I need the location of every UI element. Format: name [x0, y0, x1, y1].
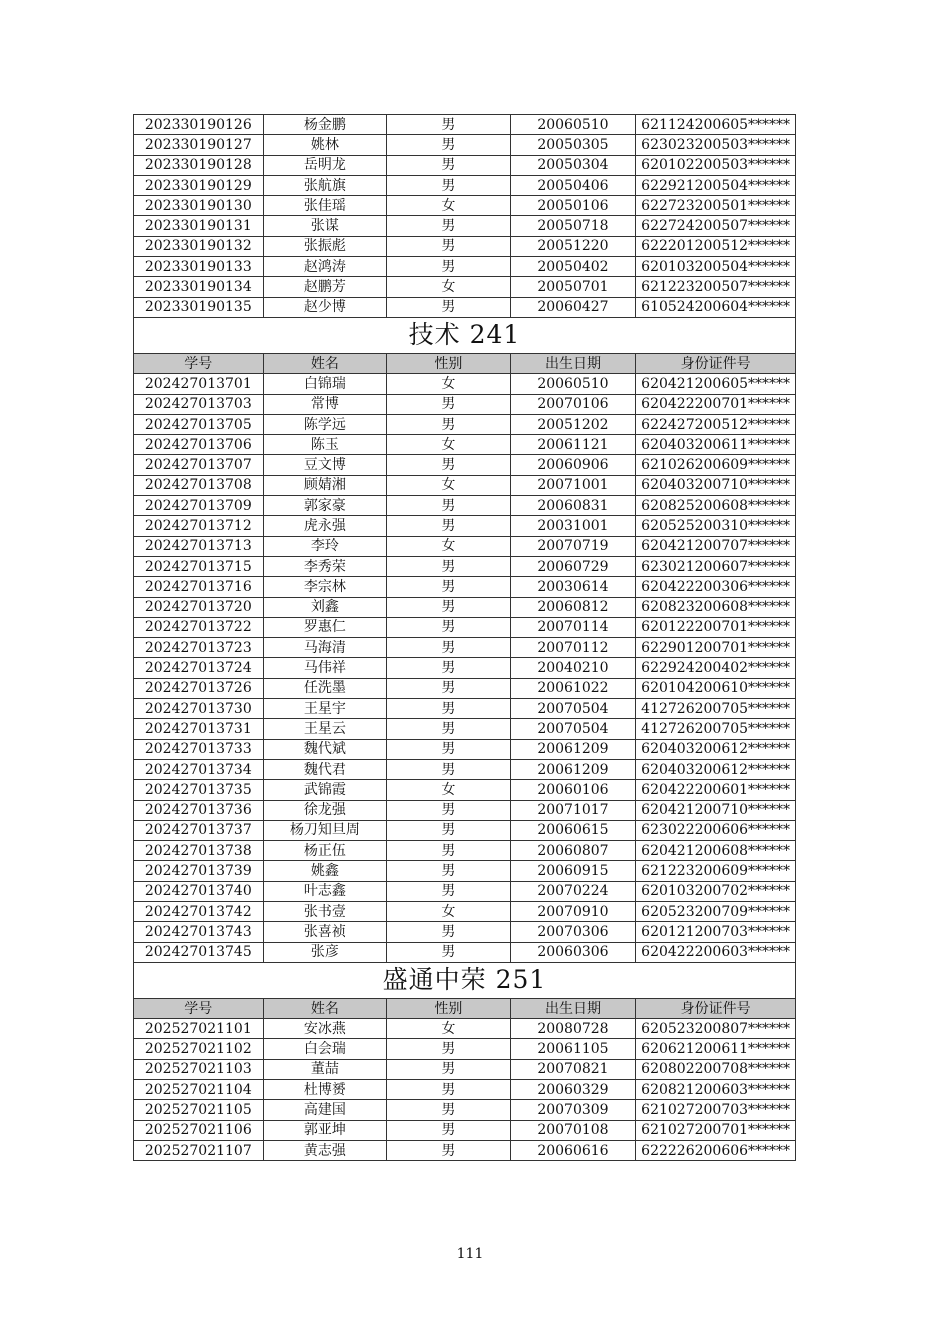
table-cell: 20070306	[510, 922, 636, 942]
table-cell: 张谋	[263, 216, 387, 236]
table-cell: 202330190126	[134, 115, 264, 135]
table-cell: 202427013745	[134, 942, 264, 962]
table-cell: 男	[387, 414, 511, 434]
table-cell: 202527021106	[134, 1120, 264, 1140]
table-row	[134, 196, 796, 216]
table-cell: 豆文博	[263, 455, 387, 475]
column-header: 性别	[387, 998, 511, 1018]
table-row	[134, 115, 796, 135]
table-cell: 魏代君	[263, 759, 387, 779]
table-row	[134, 1019, 796, 1039]
table-cell: 张喜祯	[263, 922, 387, 942]
table-cell: 20061105	[510, 1039, 636, 1059]
table-cell: 20051220	[510, 236, 636, 256]
table-cell: 202427013726	[134, 678, 264, 698]
table-row	[134, 236, 796, 256]
table-cell: 622921200504******	[636, 175, 796, 195]
table-cell: 202427013735	[134, 780, 264, 800]
table-cell: 621027200703******	[636, 1100, 796, 1120]
table-cell: 常博	[263, 394, 387, 414]
table-cell: 男	[387, 216, 511, 236]
table-cell: 李玲	[263, 536, 387, 556]
table-cell: 董喆	[263, 1059, 387, 1079]
table-cell: 202427013739	[134, 861, 264, 881]
table-row	[134, 435, 796, 455]
table-cell: 女	[387, 196, 511, 216]
table-cell: 620102200503******	[636, 155, 796, 175]
table-cell: 20050304	[510, 155, 636, 175]
table-cell: 王星云	[263, 719, 387, 739]
table-cell: 202427013724	[134, 658, 264, 678]
table-row	[134, 1120, 796, 1140]
table-cell: 621223200507******	[636, 277, 796, 297]
table-cell: 男	[387, 236, 511, 256]
table-cell: 陈玉	[263, 435, 387, 455]
table-cell: 马伟祥	[263, 658, 387, 678]
table-row	[134, 820, 796, 840]
table-cell: 20050718	[510, 216, 636, 236]
section-title-row	[134, 962, 796, 998]
table-cell: 202330190134	[134, 277, 264, 297]
table-cell: 男	[387, 922, 511, 942]
table-cell: 620821200603******	[636, 1080, 796, 1100]
table-cell: 男	[387, 1059, 511, 1079]
column-header: 身份证件号	[636, 353, 796, 373]
table-cell: 202427013738	[134, 841, 264, 861]
table-cell: 202427013742	[134, 901, 264, 921]
table-row	[134, 175, 796, 195]
table-cell: 男	[387, 1080, 511, 1100]
table-row	[134, 414, 796, 434]
table-cell: 杨金鹏	[263, 115, 387, 135]
table-cell: 女	[387, 1019, 511, 1039]
table-row	[134, 638, 796, 658]
table-cell: 李秀荣	[263, 556, 387, 576]
table-row	[134, 556, 796, 576]
table-cell: 620621200611******	[636, 1039, 796, 1059]
table-cell: 620421200707******	[636, 536, 796, 556]
table-cell: 女	[387, 435, 511, 455]
table-cell: 202527021103	[134, 1059, 264, 1079]
table-cell: 621124200605******	[636, 115, 796, 135]
table-cell: 男	[387, 678, 511, 698]
table-cell: 高建国	[263, 1100, 387, 1120]
table-cell: 武锦霞	[263, 780, 387, 800]
table-cell: 女	[387, 277, 511, 297]
table-row	[134, 800, 796, 820]
table-cell: 20050402	[510, 257, 636, 277]
table-cell: 20070106	[510, 394, 636, 414]
table-cell: 郭家豪	[263, 496, 387, 516]
table-row	[134, 297, 796, 317]
student-roster-table	[133, 114, 796, 1161]
table-cell: 杨刀知旦周	[263, 820, 387, 840]
table-cell: 20070719	[510, 536, 636, 556]
table-cell: 刘鑫	[263, 597, 387, 617]
table-cell: 王星宇	[263, 699, 387, 719]
table-cell: 202330190131	[134, 216, 264, 236]
table-cell: 202330190132	[134, 236, 264, 256]
table-cell: 20070821	[510, 1059, 636, 1079]
table-cell: 202427013733	[134, 739, 264, 759]
table-cell: 张书壹	[263, 901, 387, 921]
table-cell: 620802200708******	[636, 1059, 796, 1079]
table-cell: 620103200702******	[636, 881, 796, 901]
table-cell: 姚鑫	[263, 861, 387, 881]
table-body	[134, 115, 796, 1161]
column-header: 出生日期	[510, 998, 636, 1018]
table-cell: 20060510	[510, 374, 636, 394]
column-header: 身份证件号	[636, 998, 796, 1018]
table-cell: 男	[387, 617, 511, 637]
table-cell: 20070504	[510, 699, 636, 719]
table-row	[134, 135, 796, 155]
table-cell: 20060329	[510, 1080, 636, 1100]
section-title: 技术 241	[134, 317, 796, 353]
table-cell: 20071001	[510, 475, 636, 495]
table-cell: 620403200611******	[636, 435, 796, 455]
table-row	[134, 678, 796, 698]
table-row	[134, 861, 796, 881]
table-cell: 岳明龙	[263, 155, 387, 175]
table-cell: 男	[387, 1140, 511, 1160]
table-cell: 女	[387, 901, 511, 921]
table-cell: 620523200807******	[636, 1019, 796, 1039]
table-cell: 623021200607******	[636, 556, 796, 576]
table-row	[134, 577, 796, 597]
table-row	[134, 277, 796, 297]
table-cell: 男	[387, 577, 511, 597]
table-cell: 620422200306******	[636, 577, 796, 597]
table-cell: 20070504	[510, 719, 636, 739]
table-cell: 白锦瑞	[263, 374, 387, 394]
table-cell: 杜博赟	[263, 1080, 387, 1100]
table-cell: 202427013712	[134, 516, 264, 536]
table-header-row	[134, 998, 796, 1018]
table-cell: 202527021102	[134, 1039, 264, 1059]
table-row	[134, 1080, 796, 1100]
table-row	[134, 901, 796, 921]
table-cell: 女	[387, 780, 511, 800]
table-cell: 620421200608******	[636, 841, 796, 861]
table-cell: 安冰燕	[263, 1019, 387, 1039]
table-cell: 任洗墨	[263, 678, 387, 698]
table-cell: 男	[387, 394, 511, 414]
table-cell: 202427013720	[134, 597, 264, 617]
table-row	[134, 257, 796, 277]
table-cell: 620422200701******	[636, 394, 796, 414]
table-cell: 20060812	[510, 597, 636, 617]
page-number: 111	[456, 1246, 484, 1262]
table-row	[134, 922, 796, 942]
table-cell: 202330190129	[134, 175, 264, 195]
table-cell: 622201200512******	[636, 236, 796, 256]
table-cell: 620403200612******	[636, 759, 796, 779]
table-cell: 20061209	[510, 759, 636, 779]
table-row	[134, 1039, 796, 1059]
table-cell: 621026200609******	[636, 455, 796, 475]
table-cell: 男	[387, 1039, 511, 1059]
table-cell: 20070910	[510, 901, 636, 921]
table-row	[134, 597, 796, 617]
table-cell: 20060306	[510, 942, 636, 962]
column-header: 学号	[134, 353, 264, 373]
table-cell: 20040210	[510, 658, 636, 678]
table-cell: 黄志强	[263, 1140, 387, 1160]
table-cell: 叶志鑫	[263, 881, 387, 901]
table-cell: 622723200501******	[636, 196, 796, 216]
table-row	[134, 780, 796, 800]
table-cell: 202427013703	[134, 394, 264, 414]
table-cell: 620421200605******	[636, 374, 796, 394]
table-cell: 620525200310******	[636, 516, 796, 536]
table-cell: 623023200503******	[636, 135, 796, 155]
table-cell: 20050406	[510, 175, 636, 195]
table-row	[134, 1059, 796, 1079]
table-row	[134, 617, 796, 637]
table-cell: 202427013709	[134, 496, 264, 516]
table-cell: 男	[387, 942, 511, 962]
table-row	[134, 516, 796, 536]
table-cell: 男	[387, 861, 511, 881]
column-header: 姓名	[263, 353, 387, 373]
table-cell: 202427013706	[134, 435, 264, 455]
table-cell: 赵少博	[263, 297, 387, 317]
table-cell: 20050106	[510, 196, 636, 216]
table-cell: 男	[387, 1100, 511, 1120]
table-cell: 赵鹏芳	[263, 277, 387, 297]
table-cell: 20050305	[510, 135, 636, 155]
column-header: 姓名	[263, 998, 387, 1018]
column-header: 出生日期	[510, 353, 636, 373]
table-cell: 男	[387, 841, 511, 861]
table-cell: 徐龙强	[263, 800, 387, 820]
table-cell: 20071017	[510, 800, 636, 820]
table-row	[134, 496, 796, 516]
table-cell: 202427013730	[134, 699, 264, 719]
table-cell: 马海清	[263, 638, 387, 658]
table-cell: 魏代斌	[263, 739, 387, 759]
table-cell: 20060807	[510, 841, 636, 861]
table-cell: 620823200608******	[636, 597, 796, 617]
table-cell: 202427013743	[134, 922, 264, 942]
table-cell: 202427013736	[134, 800, 264, 820]
table-cell: 男	[387, 699, 511, 719]
table-row	[134, 699, 796, 719]
table-cell: 202427013713	[134, 536, 264, 556]
table-cell: 620403200612******	[636, 739, 796, 759]
column-header: 性别	[387, 353, 511, 373]
table-cell: 202427013722	[134, 617, 264, 637]
table-cell: 202527021107	[134, 1140, 264, 1160]
table-cell: 621223200609******	[636, 861, 796, 881]
table-cell: 620422200601******	[636, 780, 796, 800]
table-cell: 620104200610******	[636, 678, 796, 698]
table-cell: 202330190130	[134, 196, 264, 216]
table-row	[134, 155, 796, 175]
table-cell: 白会瑞	[263, 1039, 387, 1059]
table-cell: 20031001	[510, 516, 636, 536]
table-cell: 202527021101	[134, 1019, 264, 1039]
table-cell: 202330190127	[134, 135, 264, 155]
table-cell: 男	[387, 175, 511, 195]
table-cell: 男	[387, 556, 511, 576]
table-cell: 20070309	[510, 1100, 636, 1120]
table-cell: 412726200705******	[636, 719, 796, 739]
table-cell: 202427013705	[134, 414, 264, 434]
table-cell: 620422200603******	[636, 942, 796, 962]
table-cell: 202427013731	[134, 719, 264, 739]
table-row	[134, 475, 796, 495]
table-cell: 20060831	[510, 496, 636, 516]
table-cell: 张彦	[263, 942, 387, 962]
table-cell: 女	[387, 475, 511, 495]
table-cell: 202427013740	[134, 881, 264, 901]
table-cell: 郭亚坤	[263, 1120, 387, 1140]
table-cell: 620121200703******	[636, 922, 796, 942]
table-cell: 20070224	[510, 881, 636, 901]
table-cell: 202427013723	[134, 638, 264, 658]
table-cell: 男	[387, 820, 511, 840]
table-cell: 20060427	[510, 297, 636, 317]
table-cell: 男	[387, 516, 511, 536]
table-cell: 男	[387, 496, 511, 516]
table-row	[134, 759, 796, 779]
table-cell: 622724200507******	[636, 216, 796, 236]
table-cell: 620103200504******	[636, 257, 796, 277]
table-cell: 622901200701******	[636, 638, 796, 658]
table-cell: 男	[387, 115, 511, 135]
table-cell: 622226200606******	[636, 1140, 796, 1160]
table-row	[134, 719, 796, 739]
table-cell: 20070112	[510, 638, 636, 658]
table-cell: 202427013715	[134, 556, 264, 576]
table-cell: 女	[387, 536, 511, 556]
table-cell: 20060510	[510, 115, 636, 135]
table-cell: 张佳瑶	[263, 196, 387, 216]
table-cell: 20070108	[510, 1120, 636, 1140]
table-cell: 202427013708	[134, 475, 264, 495]
table-cell: 20051202	[510, 414, 636, 434]
table-cell: 男	[387, 658, 511, 678]
table-cell: 李宗林	[263, 577, 387, 597]
table-cell: 男	[387, 455, 511, 475]
table-cell: 男	[387, 297, 511, 317]
table-cell: 202427013734	[134, 759, 264, 779]
table-cell: 20061022	[510, 678, 636, 698]
table-header-row	[134, 353, 796, 373]
table-cell: 20060729	[510, 556, 636, 576]
table-cell: 20030614	[510, 577, 636, 597]
table-cell: 620403200710******	[636, 475, 796, 495]
table-cell: 顾婧湘	[263, 475, 387, 495]
table-row	[134, 942, 796, 962]
table-cell: 男	[387, 638, 511, 658]
table-cell: 男	[387, 739, 511, 759]
table-cell: 杨正伍	[263, 841, 387, 861]
table-cell: 202330190128	[134, 155, 264, 175]
table-cell: 202427013707	[134, 455, 264, 475]
table-cell: 张航旗	[263, 175, 387, 195]
table-cell: 20060915	[510, 861, 636, 881]
table-cell: 20070114	[510, 617, 636, 637]
table-cell: 男	[387, 759, 511, 779]
column-header: 学号	[134, 998, 264, 1018]
table-cell: 虎永强	[263, 516, 387, 536]
table-cell: 622924200402******	[636, 658, 796, 678]
table-cell: 女	[387, 374, 511, 394]
table-cell: 20061209	[510, 739, 636, 759]
table-row	[134, 394, 796, 414]
table-row	[134, 841, 796, 861]
table-cell: 622427200512******	[636, 414, 796, 434]
table-cell: 男	[387, 257, 511, 277]
table-row	[134, 1140, 796, 1160]
table-row	[134, 455, 796, 475]
table-cell: 20061121	[510, 435, 636, 455]
table-cell: 202427013716	[134, 577, 264, 597]
table-row	[134, 536, 796, 556]
table-cell: 202330190133	[134, 257, 264, 277]
table-cell: 20060616	[510, 1140, 636, 1160]
table-cell: 20050701	[510, 277, 636, 297]
table-cell: 张振彪	[263, 236, 387, 256]
table-cell: 20080728	[510, 1019, 636, 1039]
table-cell: 620122200701******	[636, 617, 796, 637]
table-cell: 20060906	[510, 455, 636, 475]
table-cell: 202427013737	[134, 820, 264, 840]
table-cell: 赵鸿涛	[263, 257, 387, 277]
table-cell: 202330190135	[134, 297, 264, 317]
table-cell: 姚林	[263, 135, 387, 155]
table-cell: 610524200604******	[636, 297, 796, 317]
section-title-row	[134, 317, 796, 353]
table-cell: 621027200701******	[636, 1120, 796, 1140]
table-cell: 20060106	[510, 780, 636, 800]
table-cell: 男	[387, 135, 511, 155]
table-row	[134, 739, 796, 759]
table-cell: 623022200606******	[636, 820, 796, 840]
table-cell: 620825200608******	[636, 496, 796, 516]
table-row	[134, 881, 796, 901]
table-cell: 男	[387, 597, 511, 617]
table-cell: 202427013701	[134, 374, 264, 394]
table-cell: 罗惠仁	[263, 617, 387, 637]
table-cell: 202527021104	[134, 1080, 264, 1100]
table-row	[134, 1100, 796, 1120]
table-cell: 男	[387, 719, 511, 739]
table-row	[134, 216, 796, 236]
table-cell: 男	[387, 881, 511, 901]
table-cell: 412726200705******	[636, 699, 796, 719]
table-row	[134, 374, 796, 394]
table-cell: 男	[387, 800, 511, 820]
table-row	[134, 658, 796, 678]
table-cell: 20060615	[510, 820, 636, 840]
section-title: 盛通中荣 251	[134, 962, 796, 998]
table-cell: 陈学远	[263, 414, 387, 434]
table-cell: 男	[387, 155, 511, 175]
table-cell: 620523200709******	[636, 901, 796, 921]
table-cell: 男	[387, 1120, 511, 1140]
table-cell: 620421200710******	[636, 800, 796, 820]
table-cell: 202527021105	[134, 1100, 264, 1120]
